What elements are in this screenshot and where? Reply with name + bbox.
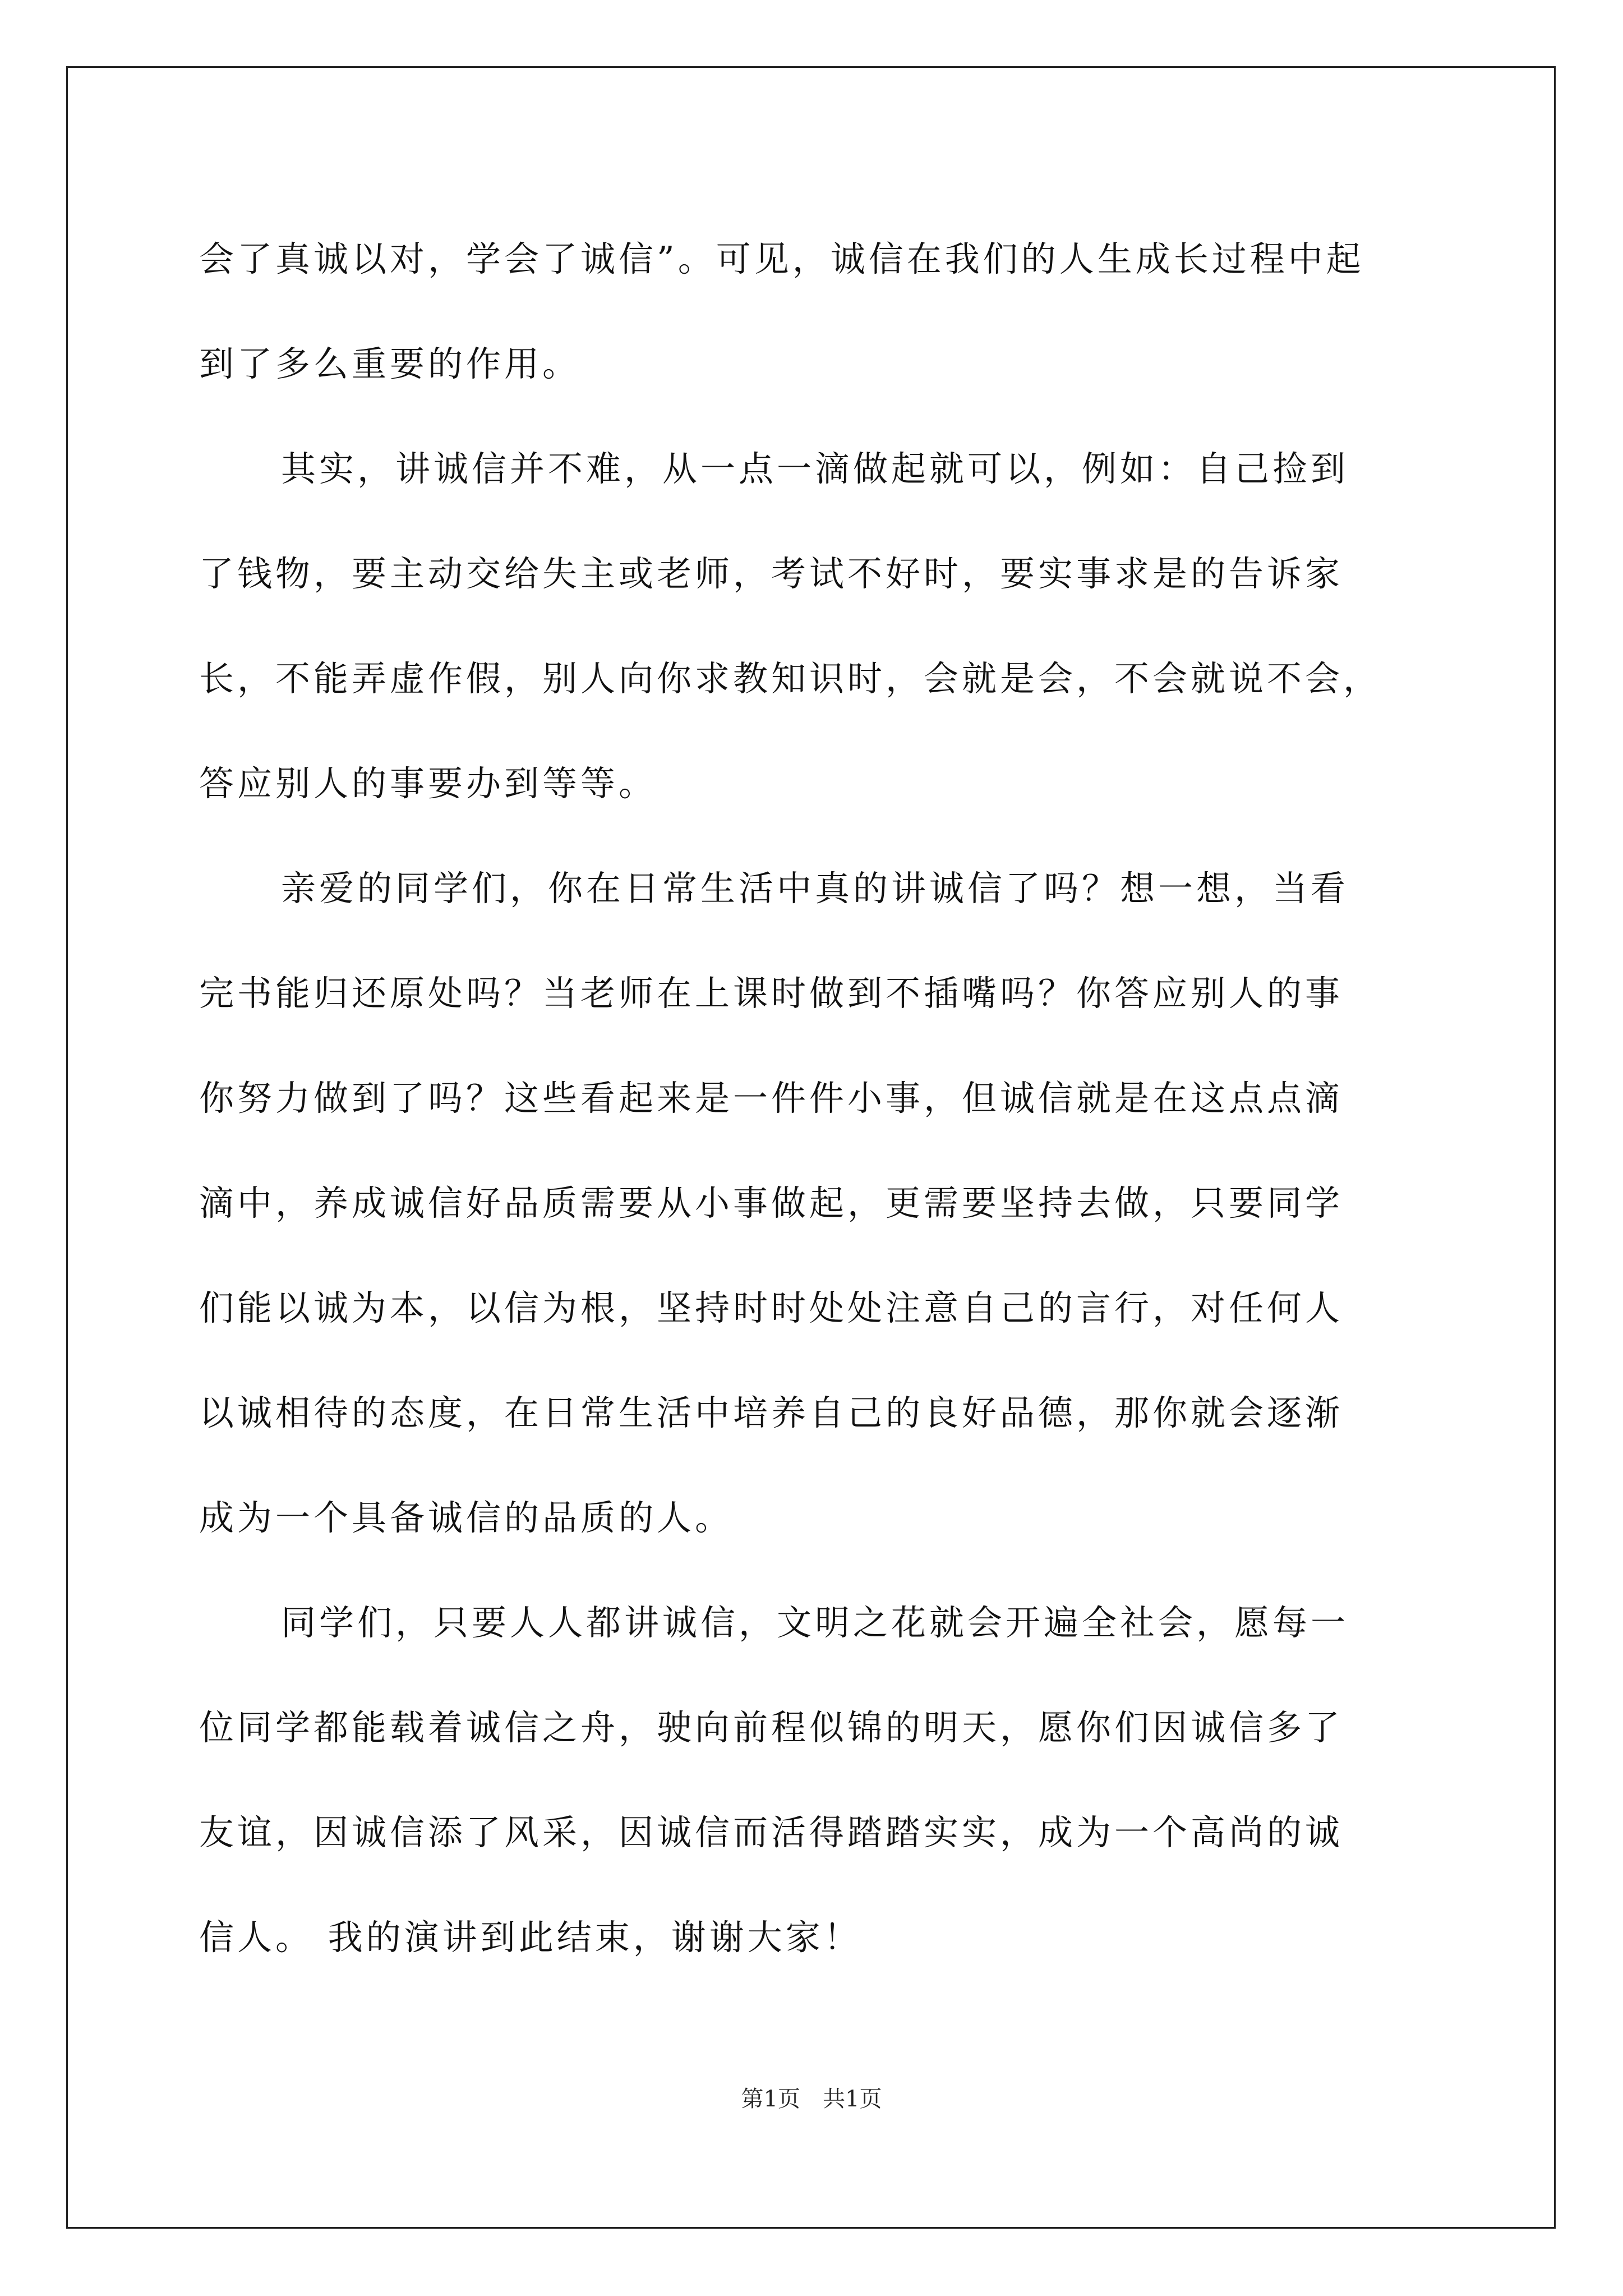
text-line-11: 们能以诚为本，以信为根，坚持时时处处注意自己的言行，对任何人 <box>199 1287 1344 1328</box>
text-line-4: 了钱物，要主动交给失主或老师，考试不好时，要实事求是的告诉家 <box>199 553 1344 594</box>
page-footer <box>0 2081 1623 2113</box>
text-line-10: 滴中，养成诚信好品质需要从小事做起，更需要坚持去做，只要同学 <box>199 1182 1344 1223</box>
text-line-2: 到了多么重要的作用。 <box>199 343 581 384</box>
text-line-12: 以诚相待的态度，在日常生活中培养自己的良好品德，那你就会逐渐 <box>199 1392 1344 1433</box>
text-line-17: 信人。 我的演讲到此结束，谢谢大家！ <box>199 1917 862 1958</box>
document-body <box>199 206 1461 1990</box>
text-line-13: 成为一个具备诚信的品质的人。 <box>199 1497 734 1538</box>
text-line-1: 会了真诚以对，学会了诚信”。可见，诚信在我们的人生成长过程中起 <box>199 238 1364 279</box>
page-total: 共1页 <box>823 2086 882 2112</box>
text-line-6: 答应别人的事要办到等等。 <box>199 763 657 804</box>
text-line-5: 长，不能弄虚作假，别人向你求教知识时，会就是会，不会就说不会， <box>199 658 1382 699</box>
page-number: 第1页 <box>741 2086 800 2112</box>
text-line-15: 位同学都能载着诚信之舟，驶向前程似锦的明天，愿你们因诚信多了 <box>199 1707 1344 1748</box>
text-line-7: 亲爱的同学们，你在日常生活中真的讲诚信了吗？想一想，当看 <box>281 868 1349 909</box>
text-line-8: 完书能归还原处吗？当老师在上课时做到不插嘴吗？你答应别人的事 <box>199 973 1344 1014</box>
text-line-3: 其实，讲诚信并不难，从一点一滴做起就可以，例如：自己捡到 <box>281 448 1349 489</box>
text-line-9: 你努力做到了吗？这些看起来是一件件小事，但诚信就是在这点点滴 <box>199 1078 1344 1119</box>
text-line-16: 友谊，因诚信添了风采，因诚信而活得踏踏实实，成为一个高尚的诚 <box>199 1812 1344 1853</box>
text-line-14: 同学们，只要人人都讲诚信，文明之花就会开遍全社会，愿每一 <box>281 1602 1349 1643</box>
